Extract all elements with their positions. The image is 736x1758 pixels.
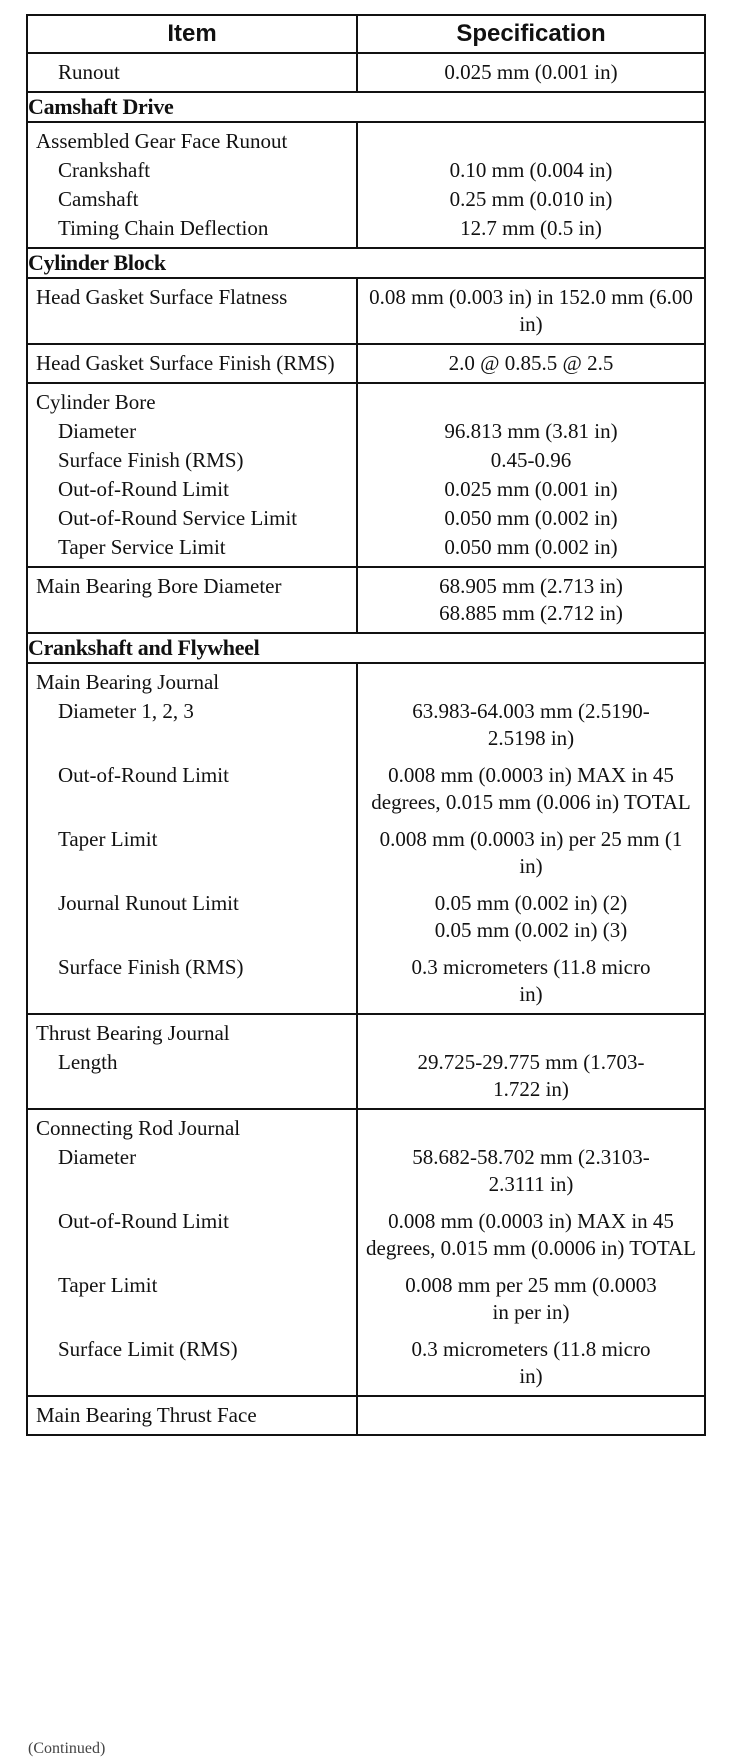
table-row bbox=[27, 949, 705, 1014]
spec-mbj-oor: 0.008 mm (0.0003 in) MAX in 45 degrees, 0.015 mm (0.006 in) TOTAL bbox=[371, 763, 691, 814]
table-row bbox=[27, 344, 705, 383]
spec-bore-diameter: 96.813 mm (3.81 in) bbox=[444, 419, 618, 443]
item-mbj-taper: Taper Limit bbox=[58, 827, 158, 851]
table-row bbox=[27, 567, 705, 633]
continued-note: (Continued) bbox=[28, 1740, 106, 1757]
section-camshaft-drive: Camshaft Drive bbox=[27, 92, 705, 122]
item-bore-diameter: Diameter bbox=[58, 419, 137, 443]
table-row bbox=[27, 821, 705, 885]
item-mbj-oor: Out-of-Round Limit bbox=[58, 763, 229, 787]
table-row bbox=[27, 697, 705, 757]
table-row bbox=[27, 1014, 705, 1048]
specification-column-header: Specification bbox=[357, 15, 705, 53]
table-row bbox=[27, 417, 705, 446]
item-column-header: Item bbox=[27, 15, 357, 53]
item-main-bearing-journal: Main Bearing Journal bbox=[36, 670, 220, 694]
spec-crankshaft: 0.10 mm (0.004 in) bbox=[449, 158, 613, 182]
item-bore-oor-service: Out-of-Round Service Limit bbox=[58, 506, 298, 530]
table-row bbox=[27, 1267, 705, 1331]
table-row bbox=[27, 757, 705, 821]
spec-bore-surface-finish: 0.45-0.96 bbox=[490, 448, 572, 472]
table-row bbox=[27, 214, 705, 248]
table-row bbox=[27, 1203, 705, 1267]
spec-mbj-diameter: 63.983-64.003 mm (2.5190-2.5198 in) bbox=[412, 699, 650, 750]
spec-bore-taper-service: 0.050 mm (0.002 in) bbox=[444, 535, 618, 559]
spec-timing-chain-deflection: 12.7 mm (0.5 in) bbox=[460, 216, 602, 240]
item-bore-oor-limit: Out-of-Round Limit bbox=[58, 477, 229, 501]
table-row bbox=[27, 122, 705, 156]
table-row bbox=[27, 1331, 705, 1396]
table-row bbox=[27, 1396, 705, 1435]
spec-mbj-taper: 0.008 mm (0.0003 in) per 25 mm (1 in) bbox=[379, 827, 683, 878]
item-main-bearing-bore: Main Bearing Bore Diameter bbox=[36, 574, 282, 598]
item-runout: Runout bbox=[58, 60, 120, 84]
spec-head-gasket-flatness: 0.08 mm (0.003 in) in 152.0 mm (6.00 in) bbox=[369, 285, 693, 336]
item-mbj-runout: Journal Runout Limit bbox=[58, 891, 239, 915]
table-row bbox=[27, 53, 705, 92]
item-bore-surface-finish: Surface Finish (RMS) bbox=[58, 448, 244, 472]
item-connecting-rod-journal: Connecting Rod Journal bbox=[36, 1116, 241, 1140]
table-row bbox=[27, 533, 705, 567]
item-thrust-bearing-journal: Thrust Bearing Journal bbox=[36, 1021, 230, 1045]
table-header-row bbox=[27, 15, 705, 53]
spec-crj-surface: 0.3 micrometers (11.8 micro in) bbox=[411, 1337, 651, 1388]
table-row bbox=[27, 504, 705, 533]
spec-bore-oor-limit: 0.025 mm (0.001 in) bbox=[444, 477, 618, 501]
table-row bbox=[27, 1143, 705, 1203]
item-head-gasket-finish: Head Gasket Surface Finish (RMS) bbox=[36, 351, 335, 375]
section-row bbox=[27, 92, 705, 122]
item-mbj-diameter: Diameter 1, 2, 3 bbox=[58, 699, 194, 723]
item-crj-taper: Taper Limit bbox=[58, 1273, 158, 1297]
item-head-gasket-flatness: Head Gasket Surface Flatness bbox=[36, 285, 288, 309]
table-row bbox=[27, 885, 705, 949]
table-row bbox=[27, 156, 705, 185]
spec-tbj-length: 29.725-29.775 mm (1.703-1.722 in) bbox=[417, 1050, 645, 1101]
table-row bbox=[27, 1109, 705, 1143]
section-cylinder-block: Cylinder Block bbox=[27, 248, 705, 278]
item-camshaft: Camshaft bbox=[58, 187, 139, 211]
item-main-bearing-thrust-face: Main Bearing Thrust Face bbox=[36, 1403, 257, 1427]
item-assembled-gear-face-runout: Assembled Gear Face Runout bbox=[36, 129, 288, 153]
item-mbj-finish: Surface Finish (RMS) bbox=[58, 955, 244, 979]
table-row bbox=[27, 475, 705, 504]
spec-head-gasket-finish: 2.0 @ 0.85.5 @ 2.5 bbox=[448, 351, 614, 375]
table-row bbox=[27, 278, 705, 344]
spec-mbj-runout-1: 0.05 mm (0.002 in) (2) bbox=[434, 891, 628, 915]
specification-table bbox=[26, 14, 706, 1436]
spec-main-bearing-bore-1: 68.905 mm (2.713 in) bbox=[439, 574, 623, 598]
spec-crj-taper: 0.008 mm per 25 mm (0.0003 in per in) bbox=[405, 1273, 657, 1324]
item-tbj-length: Length bbox=[58, 1050, 118, 1074]
item-bore-taper-service: Taper Service Limit bbox=[58, 535, 226, 559]
item-crj-surface: Surface Limit (RMS) bbox=[58, 1337, 238, 1361]
table-row bbox=[27, 663, 705, 697]
spec-crj-diameter: 58.682-58.702 mm (2.3103-2.3111 in) bbox=[412, 1145, 650, 1196]
table-row bbox=[27, 1048, 705, 1109]
table-row bbox=[27, 185, 705, 214]
section-row bbox=[27, 248, 705, 278]
section-crankshaft-flywheel: Crankshaft and Flywheel bbox=[27, 633, 705, 663]
item-crj-oor: Out-of-Round Limit bbox=[58, 1209, 229, 1233]
spec-crj-oor: 0.008 mm (0.0003 in) MAX in 45 degrees, 0.015 mm (0.0006 in) TOTAL bbox=[366, 1209, 696, 1260]
section-row bbox=[27, 633, 705, 663]
spec-mbj-finish: 0.3 micrometers (11.8 micro in) bbox=[411, 955, 651, 1006]
spec-camshaft: 0.25 mm (0.010 in) bbox=[449, 187, 613, 211]
item-timing-chain-deflection: Timing Chain Deflection bbox=[58, 216, 269, 240]
table-row bbox=[27, 446, 705, 475]
spec-bore-oor-service: 0.050 mm (0.002 in) bbox=[444, 506, 618, 530]
spec-mbj-runout-2: 0.05 mm (0.002 in) (3) bbox=[434, 918, 628, 942]
table-row bbox=[27, 383, 705, 417]
spec-main-bearing-bore-2: 68.885 mm (2.712 in) bbox=[439, 601, 623, 625]
item-crankshaft: Crankshaft bbox=[58, 158, 151, 182]
spec-runout: 0.025 mm (0.001 in) bbox=[444, 60, 618, 84]
item-cylinder-bore: Cylinder Bore bbox=[36, 390, 156, 414]
item-crj-diameter: Diameter bbox=[58, 1145, 137, 1169]
